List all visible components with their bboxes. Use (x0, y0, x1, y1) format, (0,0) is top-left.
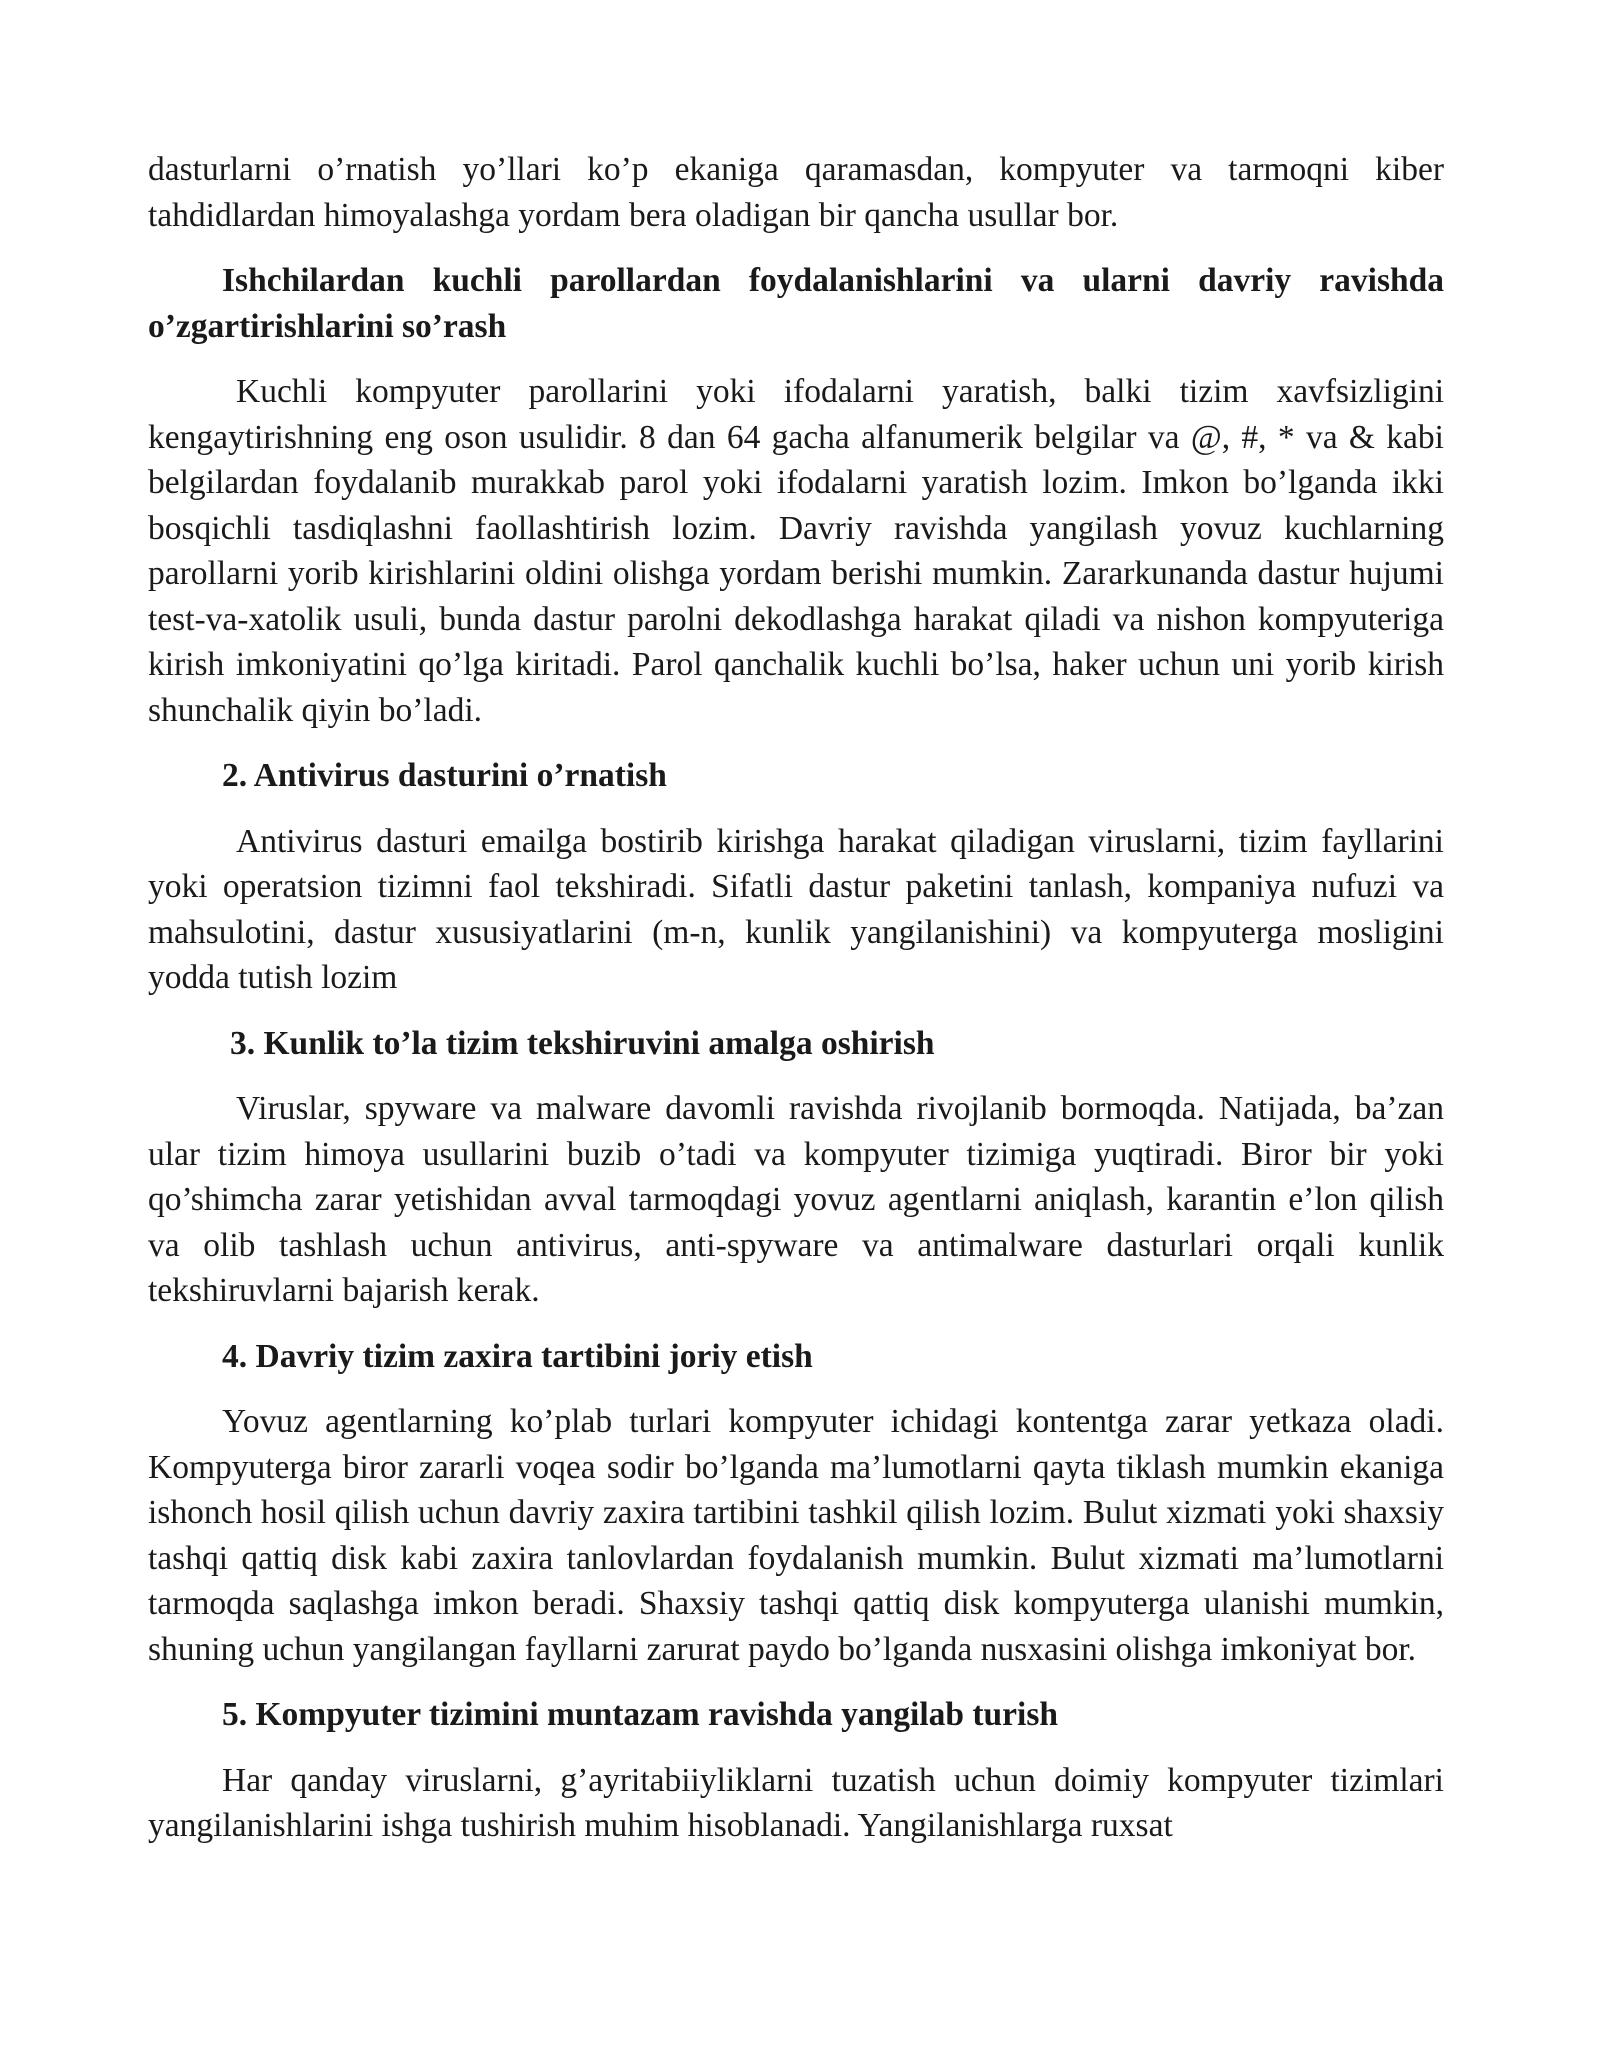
section-heading-daily-scan: 3. Kunlik to’la tizim tekshiruvini amalga oshirish (230, 1024, 935, 1062)
section-heading-antivirus: 2. Antivirus dasturini o’rnatish (222, 757, 667, 794)
section-body-system-updates: Har qanday viruslarni, g’ayritabiiyliklarni tuzatish uchun doimiy kompyuter tizimlari yangilanishlarini ishga tushirish muhim hisoblanadi. Yangilanishlarga ruxsat (148, 1761, 1444, 1844)
section-body-daily-scan: Viruslar, spyware va malware davomli ravishda rivojlanib bormoqda. Natijada, ba’zan ular tizim himoya usullarini buzib o’tadi va kompyuter tizimiga yuqtiradi. Biror bir yoki qo’shimcha zarar yetishidan avval tarmoqdagi yovuz agentlarni aniqlash, karantin e’lon qilish va olib tashlash uchun antivirus, anti-spyware va antimalware dasturlari orqali kunlik tekshiruvlarni bajarish kerak. (148, 1090, 1444, 1309)
section-heading-system-updates: 5. Kompyuter tizimini muntazam ravishda yangilab turish (222, 1696, 1059, 1733)
section-body-strong-passwords: Kuchli kompyuter parollarini yoki ifodalarni yaratish, balki tizim xavfsizligini kengaytirishning eng oson usulidir. 8 dan 64 gacha alfanumerik belgilar va @, #, * va & kabi belgilardan foydalanib murakkab parol yoki ifodalarni yaratish lozim. Imkon bo’lganda ikki bosqichli tasdiqlashni faollashtirish lozim. Davriy ravishda yangilash yovuz kuchlarning parollarni yorib kirishlarini oldini olishga yordam berishi mumkin. Zararkunanda dastur hujumi test-va-xatolik usuli, bunda dastur parolni dekodlashga harakat qiladi va nishon kompyuteriga kirish imkoniyatini qo’lga kiritadi. Parol qanchalik kuchli bo’lsa, haker uchun uni yorib kirish shunchalik qiyin bo’ladi. (148, 373, 1444, 729)
section-heading-strong-passwords: Ishchilardan kuchli parollardan foydalanishlarini va ularni davriy ravishda o’zgartirishlarini so’rash (148, 262, 1444, 345)
document-body (148, 147, 1444, 1849)
section-heading-backup: 4. Davriy tizim zaxira tartibini joriy etish (222, 1337, 813, 1375)
intro-paragraph: dasturlarni o’rnatish yo’llari ko’p ekaniga qaramasdan, kompyuter va tarmoqni kiber tahdidlardan himoyalashga yordam bera oladigan bir qancha usullar bor. (148, 151, 1444, 234)
section-body-antivirus: Antivirus dasturi emailga bostirib kirishga harakat qiladigan viruslarni, tizim fayllarini yoki operatsion tizimni faol tekshiradi. Sifatli dastur paketini tanlash, kompaniya nufuzi va mahsulotini, dastur xususiyatlarini (m-n, kunlik yangilanishini) va kompyuterga mosligini yodda tutish lozim (148, 822, 1444, 996)
section-body-backup: Yovuz agentlarning ko’plab turlari kompyuter ichidagi kontentga zarar yetkaza oladi. Kompyuterga biror zararli voqea sodir bo’lganda ma’lumotlarni qayta tiklash mumkin ekaniga ishonch hosil qilish uchun davriy zaxira tartibini tashkil qilish lozim. Bulut xizmati yoki shaxsiy tashqi qattiq disk kabi zaxira tanlovlardan foydalanish mumkin. Bulut xizmati ma’lumotlarni tarmoqda saqlashga imkon beradi. Shaxsiy tashqi qattiq disk kompyuterga ulanishi mumkin, shuning uchun yangilangan fayllarni zarurat paydo bo’lganda nusxasini olishga imkoniyat bor. (148, 1403, 1444, 1668)
